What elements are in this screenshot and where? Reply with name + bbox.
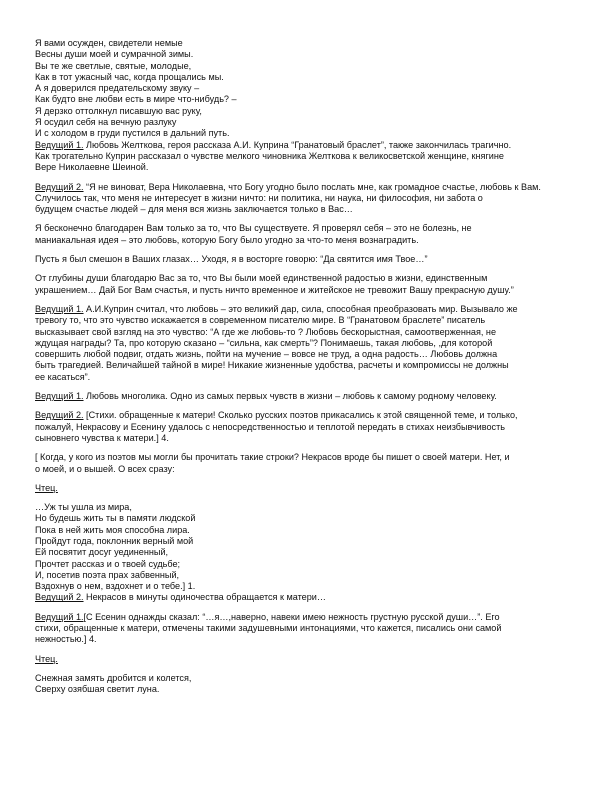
poem-stanza-1: [35, 38, 580, 140]
paragraph-host2-letter: [35, 182, 580, 216]
poem-stanza-2: [35, 502, 580, 592]
poem-line: Пока в ней жить моя способна лира.: [35, 524, 190, 535]
paragraph-text: Вере Николаевне Шеиной.: [35, 162, 149, 173]
speaker-label: Ведущий 2.: [35, 410, 84, 421]
paragraph-text: Некрасов в минуты одиночества обращается к матери…: [83, 592, 326, 603]
paragraph-host1-gift: [35, 304, 580, 383]
speaker-label: Ведущий 2.: [35, 181, 84, 192]
poem-line: Вы те же светлые, святые, молодые,: [35, 60, 192, 71]
paragraph-host1-kuprin: [35, 140, 580, 174]
paragraph-text: [С Есенин однажды сказал: “…я…,наверно, навеки имею нежность грустную русской души…”. Его: [83, 611, 500, 622]
poem-line: Прочтет рассказ и о твоей судьбе;: [35, 558, 181, 569]
paragraph-text: будущем счастье людей – для меня вся жизнь заключается только в Вас…: [35, 204, 353, 215]
paragraph-text: Любовь многолика. Одно из самых первых чувств в жизни – любовь к самому родному человеку.: [83, 391, 497, 402]
paragraph-text: Случилось так, что меня не интересует в жизни ничто: ни политика, ни наука, ни философия, ни забота о: [35, 192, 483, 203]
paragraph-text: Любовь Желткова, героя рассказа А.И. Куприна “Гранатовый браслет”, также закончилась трагично.: [83, 139, 512, 150]
poem-line: …Уж ты ушла из мира,: [35, 502, 132, 513]
paragraph-text: украшением… Дай Бог Вам счастья, и пусть ничто временное и житейское не тревожит Вашу прекрасную душу.”: [35, 284, 514, 295]
paragraph-text: быть трагедией. Величайшей тайной в мире! Никакие жизненные удобства, расчеты и компромиссы не должны: [35, 360, 509, 371]
paragraph-text: От глубины души благодарю Вас за то, что Вы были моей единственной радостью в жизни, единственным: [35, 273, 488, 284]
paragraph-text: Я бесконечно благодарен Вам только за то, что Вы существуете. Я проверял себя – это не болезнь, не: [35, 223, 472, 234]
speaker-label: Ведущий 1.: [35, 611, 84, 622]
poem-line: А я доверился предательскому звуку –: [35, 83, 200, 94]
document-page: [35, 38, 580, 696]
paragraph-text: [Стихи. обращенные к матери! Сколько русских поэтов прикасались к этой священной теме, и только,: [83, 410, 518, 421]
reader-label: Чтец.: [35, 653, 58, 664]
poem-line: И с холодом в груди пустился в дальний путь.: [35, 128, 230, 139]
poem-line: Вздохнув о нем, вздохнет и о тебе.] 1.: [35, 581, 196, 592]
paragraph-host2-nekrasov: [35, 592, 580, 603]
paragraph-text: [ Когда, у кого из поэтов мы могли бы прочитать такие строки? Некрасов вроде бы пишет о своей матери. Нет, и: [35, 452, 510, 463]
paragraph-host2-mother: [35, 410, 580, 444]
paragraph-text: сыновнего чувства к матери.] 4.: [35, 432, 169, 443]
poem-line: Но будешь жить ты в памяти людской: [35, 513, 196, 524]
paragraph-question: [35, 452, 580, 475]
paragraph-text: маниакальная идея – это любовь, которую Богу было угодно за что-то меня вознаградить.: [35, 234, 419, 245]
paragraph-letter-2: [35, 223, 580, 246]
paragraph-text: А.И.Куприн считал, что любовь – это великий дар, сила, способная преобразовать мир. Вызывало же: [83, 303, 518, 314]
poem-line: Как будто вне любви есть в мире что-нибудь? –: [35, 94, 237, 105]
poem-line: Я дерзко оттолкнул писавшую вас руку,: [35, 105, 202, 116]
reader-label: Чтец.: [35, 482, 58, 493]
paragraph-text: “Я не виноват, Вера Николаевна, что Богу угодно было послать мне, как громадное счастье, любовь к Вам.: [83, 181, 541, 192]
paragraph-text: Как трогательно Куприн рассказал о чувстве мелкого чиновника Желткова к великосветской женщине, княгине: [35, 150, 504, 161]
paragraph-text: высказывает свой взгляд на это чувство: “А где же любовь-то ? Любовь бескорыстная, самоотверженная, не: [35, 326, 497, 337]
poem-line: Как в тот ужасный час, когда прощались мы.: [35, 71, 224, 82]
poem-line: Весны души моей и сумрачной зимы.: [35, 49, 194, 60]
poem-line: Я вами осужден, свидетели немые: [35, 38, 183, 48]
paragraph-letter-3: [35, 254, 580, 265]
speaker-label: Ведущий 1.: [35, 303, 84, 314]
speaker-label: Ведущий 2.: [35, 592, 84, 603]
paragraph-text: нежностью.] 4.: [35, 634, 97, 645]
poem-line: Сверху озябшая светит луна.: [35, 684, 160, 695]
paragraph-text: пожалуй, Некрасову и Есенину удалось с непосредственностью и теплотой передать в стихах неизбывчивость: [35, 421, 505, 432]
paragraph-letter-4: [35, 273, 580, 296]
poem-line: Я осудил себя на вечную разлуку: [35, 117, 177, 128]
speaker-label: Ведущий 1.: [35, 391, 84, 402]
paragraph-text: Пусть я был смешон в Ваших глазах… Уходя, я в восторге говорю: “Да святится имя Твое…”: [35, 254, 428, 265]
speaker-label: Ведущий 1.: [35, 139, 84, 150]
poem-line: Снежная замять дробится и колется,: [35, 672, 192, 683]
poem-line: Пройдут года, поклонник верный мой: [35, 535, 194, 546]
paragraph-text: стихи, обращенные к матери, отмечены такими задушевными интонациями, что кажется, писались они самой: [35, 623, 502, 634]
paragraph-text: ее касаться”.: [35, 371, 91, 382]
paragraph-text: совершить любой подвиг, отдать жизнь, пойти на мучение – вовсе не труд, а одна радость… Любовь должна: [35, 349, 498, 360]
paragraph-text: ждущая награды? Та, про которую сказано – “сильна, как смерть”? Понимаешь, такая любовь, ,для которой: [35, 337, 493, 348]
poem-line: И, посетив поэта прах забвенный,: [35, 569, 180, 580]
paragraph-text: тревогу то, что это чувство искажается в современном писателю мире. В “Гранатовом браслете” писатель: [35, 315, 486, 326]
paragraph-text: о моей, и о вышей. О всех сразу:: [35, 463, 175, 474]
paragraph-host1-esenin: [35, 612, 580, 646]
poem-line: Ей посвятит досуг уединенный,: [35, 547, 169, 558]
paragraph-host1-manyfaced: [35, 391, 580, 402]
poem-stanza-3: [35, 673, 580, 696]
